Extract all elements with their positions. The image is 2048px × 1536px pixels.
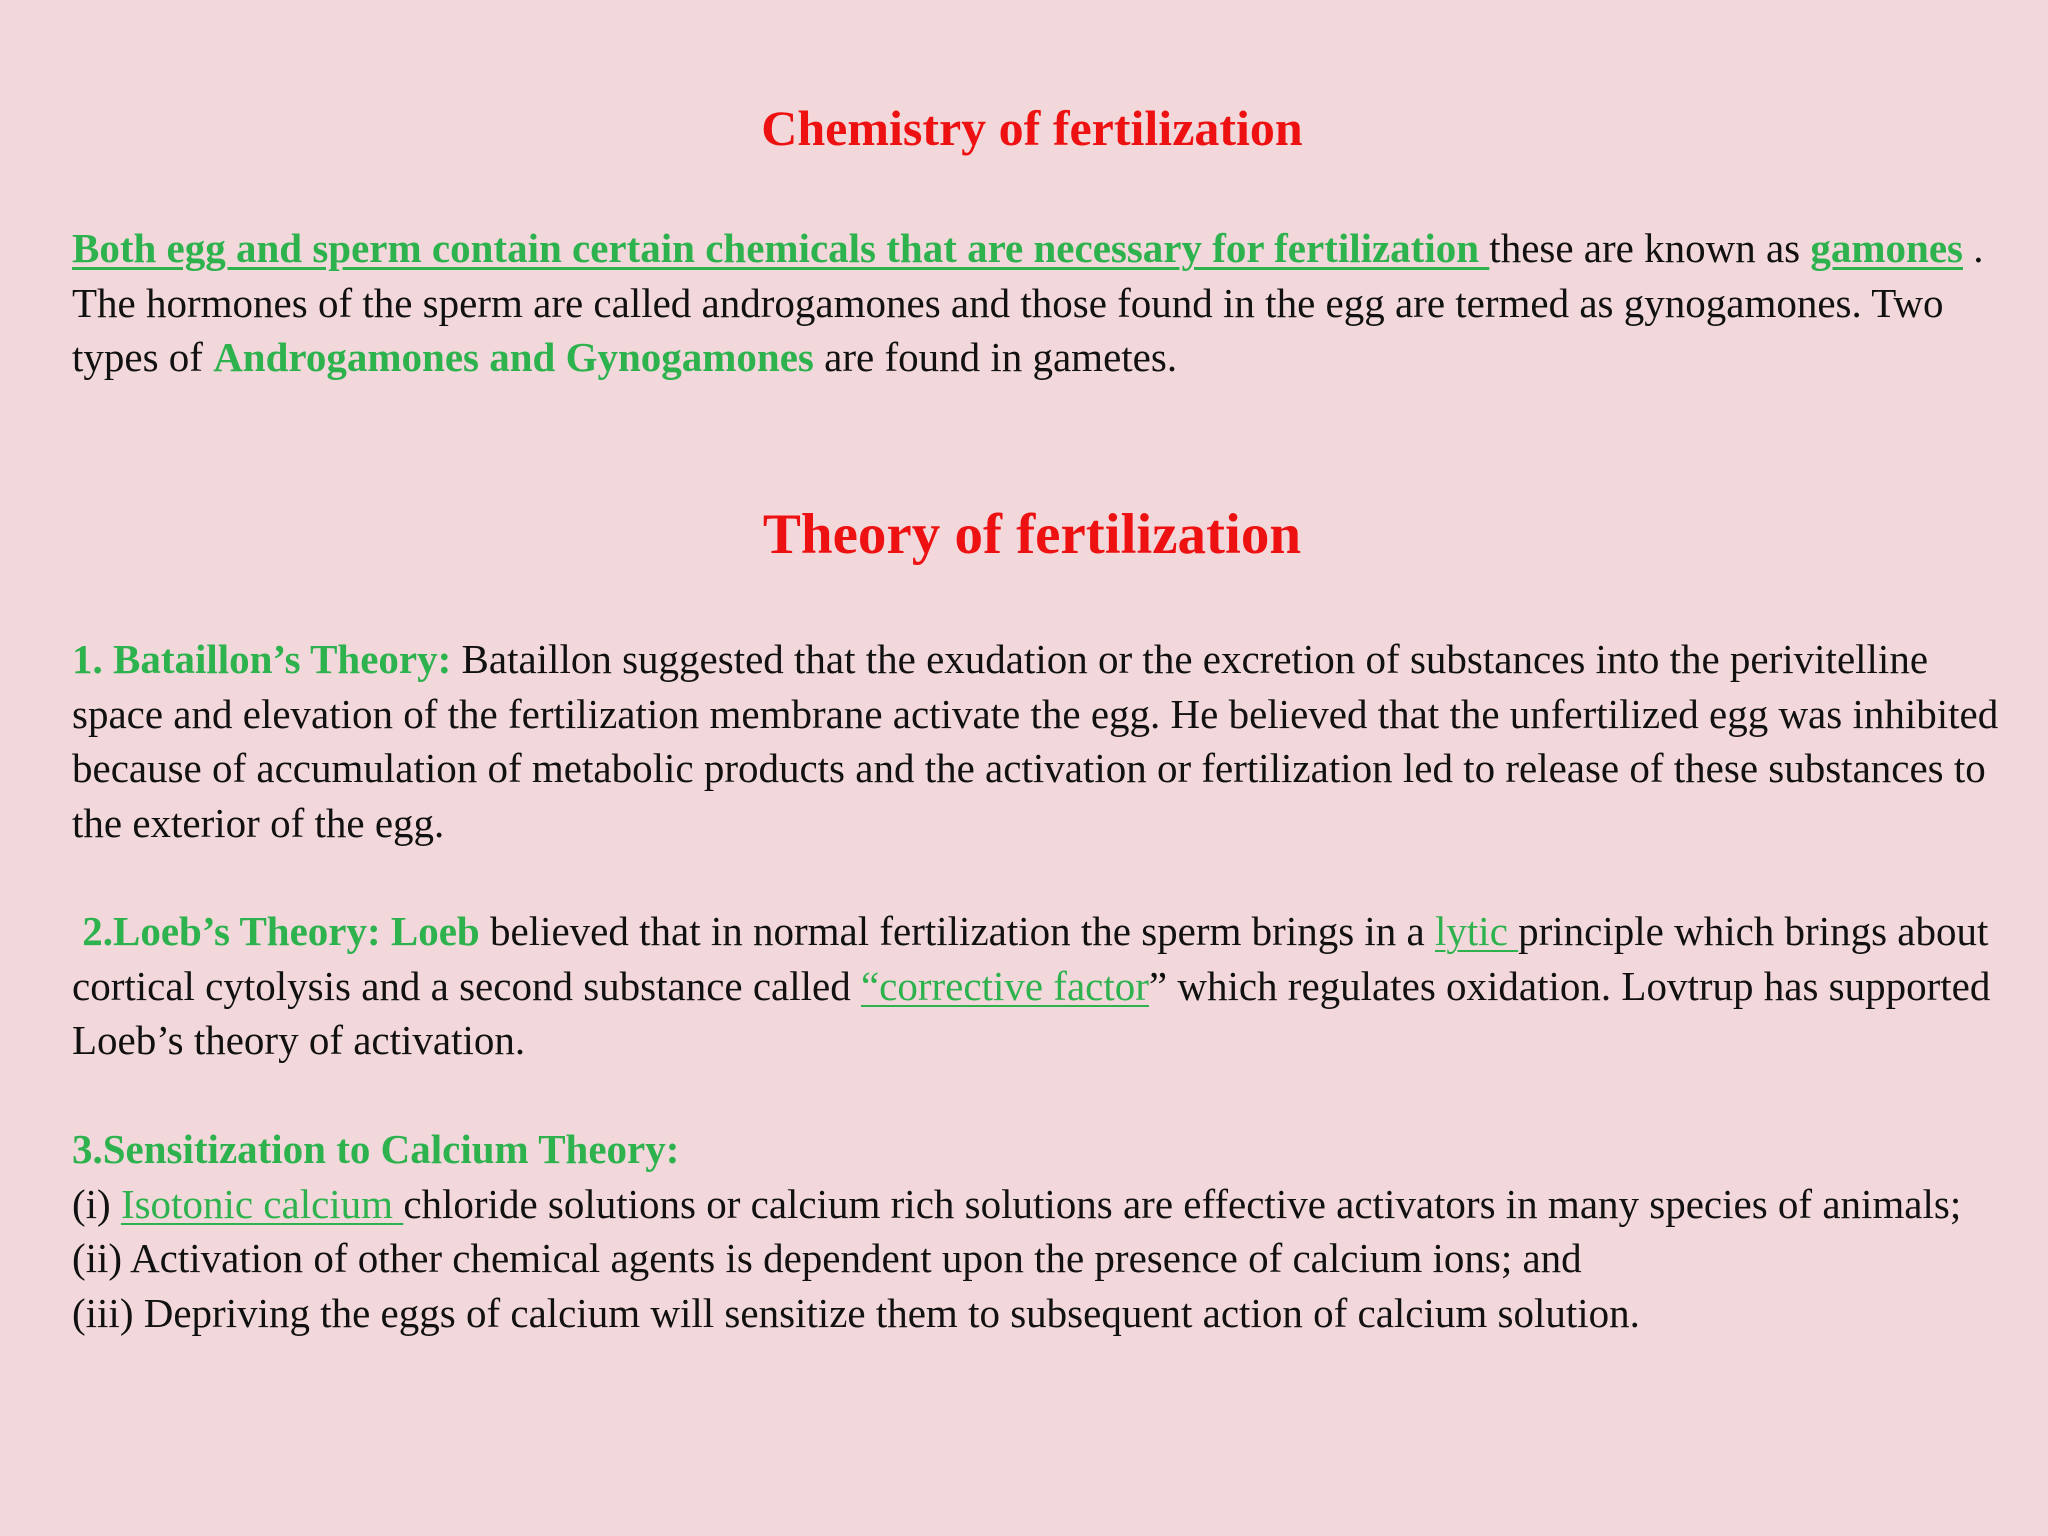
lytic-term: lytic [1435,908,1519,954]
gamone-types-highlight: Androgamones and Gynogamones [213,334,814,380]
chemistry-title: Chemistry of fertilization [761,100,1303,156]
chemistry-intro-highlight: Both egg and sperm contain certain chemicals that are necessary for fertilization [72,225,1490,271]
bataillon-theory-text: Bataillon suggested that the exudation or the excretion of substances into the perivitelline space and elevation of the fertilization membrane activate the egg. He believed that the unfertilized egg was inhibited because of accumulation of metabolic products and the activation or fertilization led to release of these substances to the exterior of the egg. [72,636,1999,846]
calcium-item-1-prefix: (i) [72,1180,121,1227]
loeb-theory-text-1: believed that in normal fertilization the sperm brings in a [479,908,1436,954]
loeb-theory-text-2: principle which brings about cortical cytolysis and a second substance called [72,908,1989,1009]
chemistry-text-3: are found in gametes. [813,334,1178,380]
loeb-theory-paragraph [72,904,2012,1068]
calcium-item-1 [72,1177,2012,1232]
calcium-item-2: (ii) Activation of other chemical agents is dependent upon the presence of calcium ions; and [72,1235,1582,1281]
bataillon-theory-paragraph [72,632,2012,850]
chemistry-paragraph [72,221,2012,385]
corrective-factor-term: “corrective factor [860,962,1149,1009]
calcium-item-3: (iii) Depriving the eggs of calcium will sensitize them to subsequent action of calcium solution. [72,1289,1640,1336]
loeb-theory-text-3: ” which regulates oxidation. Lovtrup has supported Loeb’s theory of activation. [72,962,1991,1063]
bataillon-theory-label: 1. Bataillon’s Theory: [72,636,452,682]
chemistry-text-2: . The hormones of the sperm are called androgamones and those found in the egg are termed as gynogamones. Two types of [72,225,1984,380]
calcium-item-1-text: chloride solutions or calcium rich solutions are effective activators in many species of animals; [403,1180,1962,1227]
calcium-theory-label: 3.Sensitization to Calcium Theory: [72,1126,680,1172]
loeb-theory-label: 2.Loeb’s Theory: Loeb [72,908,480,954]
isotonic-calcium-term: Isotonic calcium [120,1180,404,1227]
chemistry-text-1: these are known as [1489,225,1811,271]
theory-title: Theory of fertilization [762,503,1302,566]
calcium-theory-section [72,1122,2012,1340]
gamones-term: gamones [1810,225,1963,271]
